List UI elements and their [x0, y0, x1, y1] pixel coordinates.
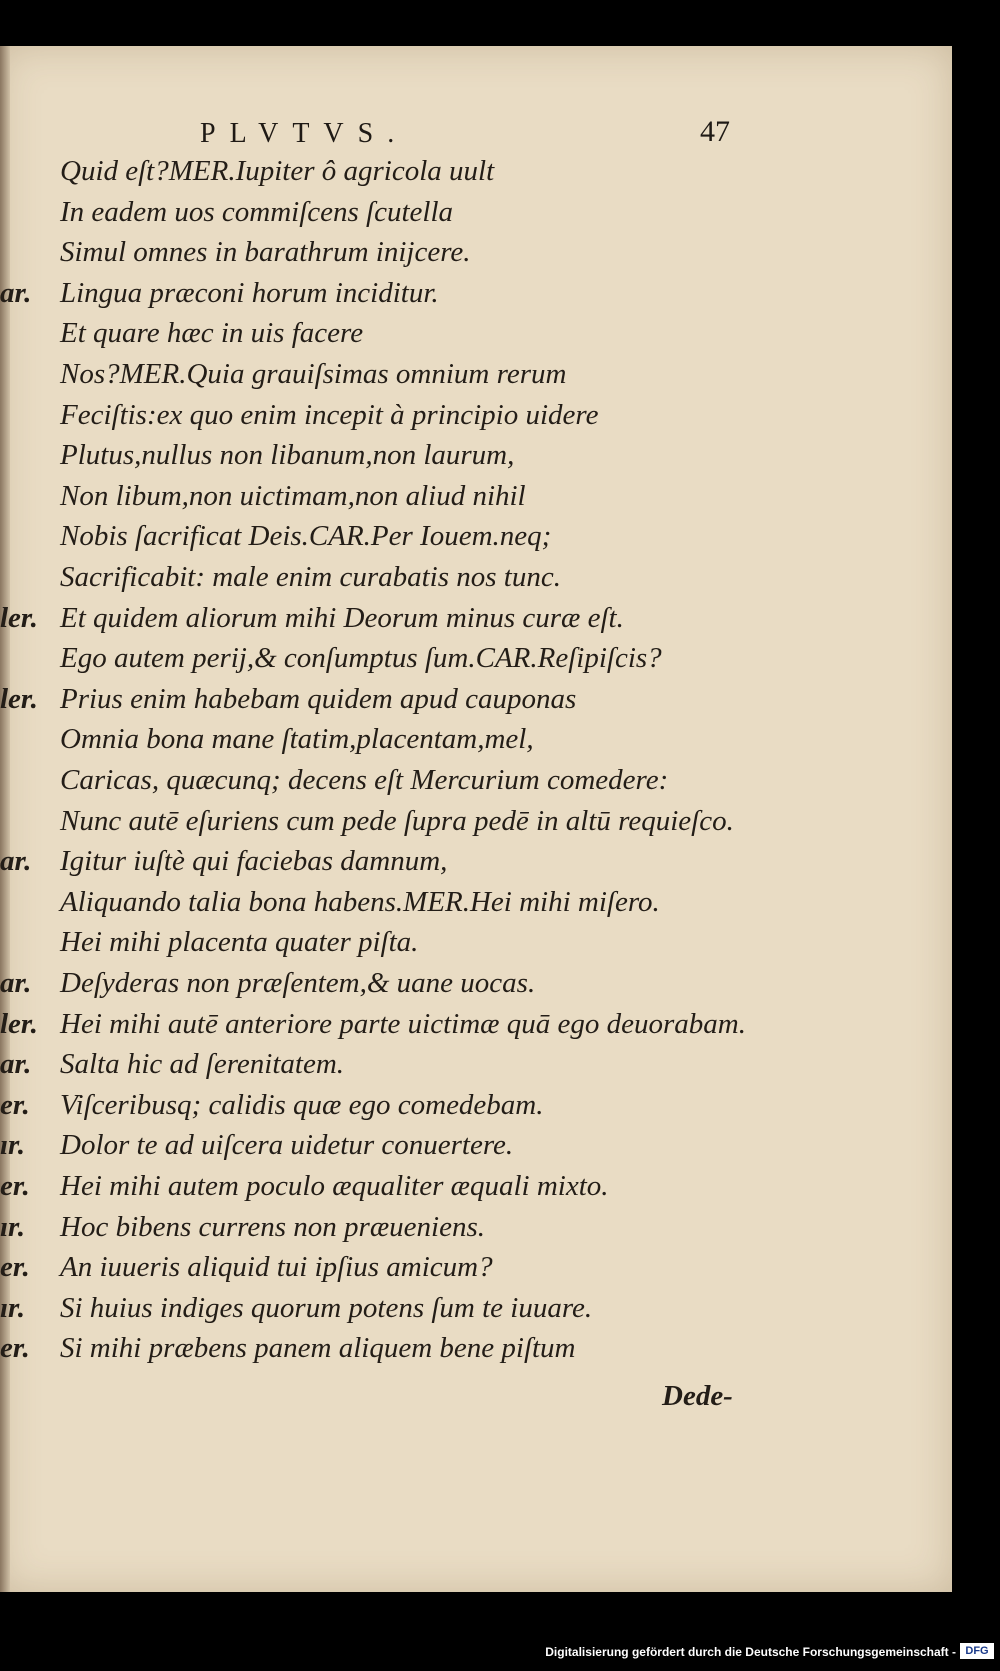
speaker-label: ler. [0, 601, 38, 634]
line-text: Et quare hæc in uis facere [60, 317, 364, 350]
running-head: PLVTVS. [200, 118, 409, 149]
dfg-logo: DFG [960, 1643, 994, 1659]
line-text: Feciſtis:ex quo enim incepit à principio uidere [60, 398, 599, 431]
line-text: Plutus,nullus non libanum,non laurum, [60, 439, 515, 472]
line-text: Prius enim habebam quidem apud cauponas [60, 682, 577, 715]
line-text: Salta hic ad ſerenitatem. [60, 1048, 345, 1081]
speaker-label: ır. [0, 1291, 25, 1324]
catchword: Dede- [662, 1380, 733, 1412]
line-text: Ego autem perij,& conſumptus ſum.CAR.Reſipiſcis? [60, 642, 662, 675]
footer-bar [0, 1635, 1000, 1671]
line-text: Hei mihi placenta quater piſta. [60, 926, 419, 959]
speaker-label: ar. [0, 1048, 32, 1081]
line-text: Si huius indiges quorum potens ſum te iuuare. [60, 1291, 593, 1324]
footer-credit: Digitalisierung gefördert durch die Deutsche Forschungsgemeinschaft - [545, 1645, 956, 1659]
speaker-label: er. [0, 1170, 30, 1202]
speaker-label: er. [0, 1088, 30, 1121]
speaker-label: ar. [0, 276, 32, 309]
line-text: Caricas, quæcunq; decens eſt Mercurium comedere: [60, 764, 669, 796]
speaker-label: er. [0, 1332, 30, 1365]
line-text: Dolor te ad uiſcera uidetur conuertere. [60, 1129, 514, 1162]
line-text: Si mihi præbens panem aliquem bene piſtum [60, 1332, 576, 1365]
speaker-label: ır. [0, 1210, 25, 1243]
page-number: 47 [700, 115, 730, 148]
line-text: Quid eſt?MER.Iupiter ô agricola uult [60, 155, 495, 187]
line-text: An iuueris aliquid tui ipſius amicum? [60, 1251, 493, 1284]
line-text: Omnia bona mane ſtatim,placentam,mel, [60, 723, 534, 756]
line-text: Hei mihi autē anteriore parte uictimæ quā ego deuorabam. [60, 1007, 746, 1040]
line-text: Non libum,non uictimam,non aliud nihil [60, 479, 526, 512]
line-text: Hoc bibens currens non præueniens. [60, 1210, 486, 1243]
line-text: Viſceribusq; calidis quæ ego comedebam. [60, 1088, 544, 1121]
line-text: In eadem uos commiſcens ſcutella [60, 195, 454, 228]
speaker-label: er. [0, 1251, 30, 1284]
line-text: Deſyderas non præſentem,& uane uocas. [60, 967, 536, 999]
speaker-label: ler. [0, 682, 38, 715]
line-text: Nos?MER.Quia grauiſsimas omnium rerum [60, 358, 567, 390]
line-text: Simul omnes in barathrum inijcere. [60, 236, 471, 269]
line-text: Lingua præconi horum inciditur. [60, 276, 439, 309]
line-text: Nobis ſacrificat Deis.CAR.Per Iouem.neq; [60, 520, 552, 553]
speaker-label: ar. [0, 967, 32, 999]
speaker-label: ar. [0, 845, 32, 878]
line-text: Igitur iuſtè qui faciebas damnum, [60, 845, 448, 878]
line-text: Nunc autē eſuriens cum pede ſupra pedē in altū requieſco. [60, 804, 734, 837]
line-text: Sacrificabit: male enim curabatis nos tunc. [60, 561, 561, 593]
line-text: Et quidem aliorum mihi Deorum minus curæ eſt. [60, 601, 624, 634]
speaker-label: ler. [0, 1007, 38, 1040]
speaker-label: ır. [0, 1129, 25, 1162]
line-text: Hei mihi autem poculo æqualiter æquali mixto. [60, 1170, 609, 1202]
line-text: Aliquando talia bona habens.MER.Hei mihi miſero. [60, 885, 660, 918]
